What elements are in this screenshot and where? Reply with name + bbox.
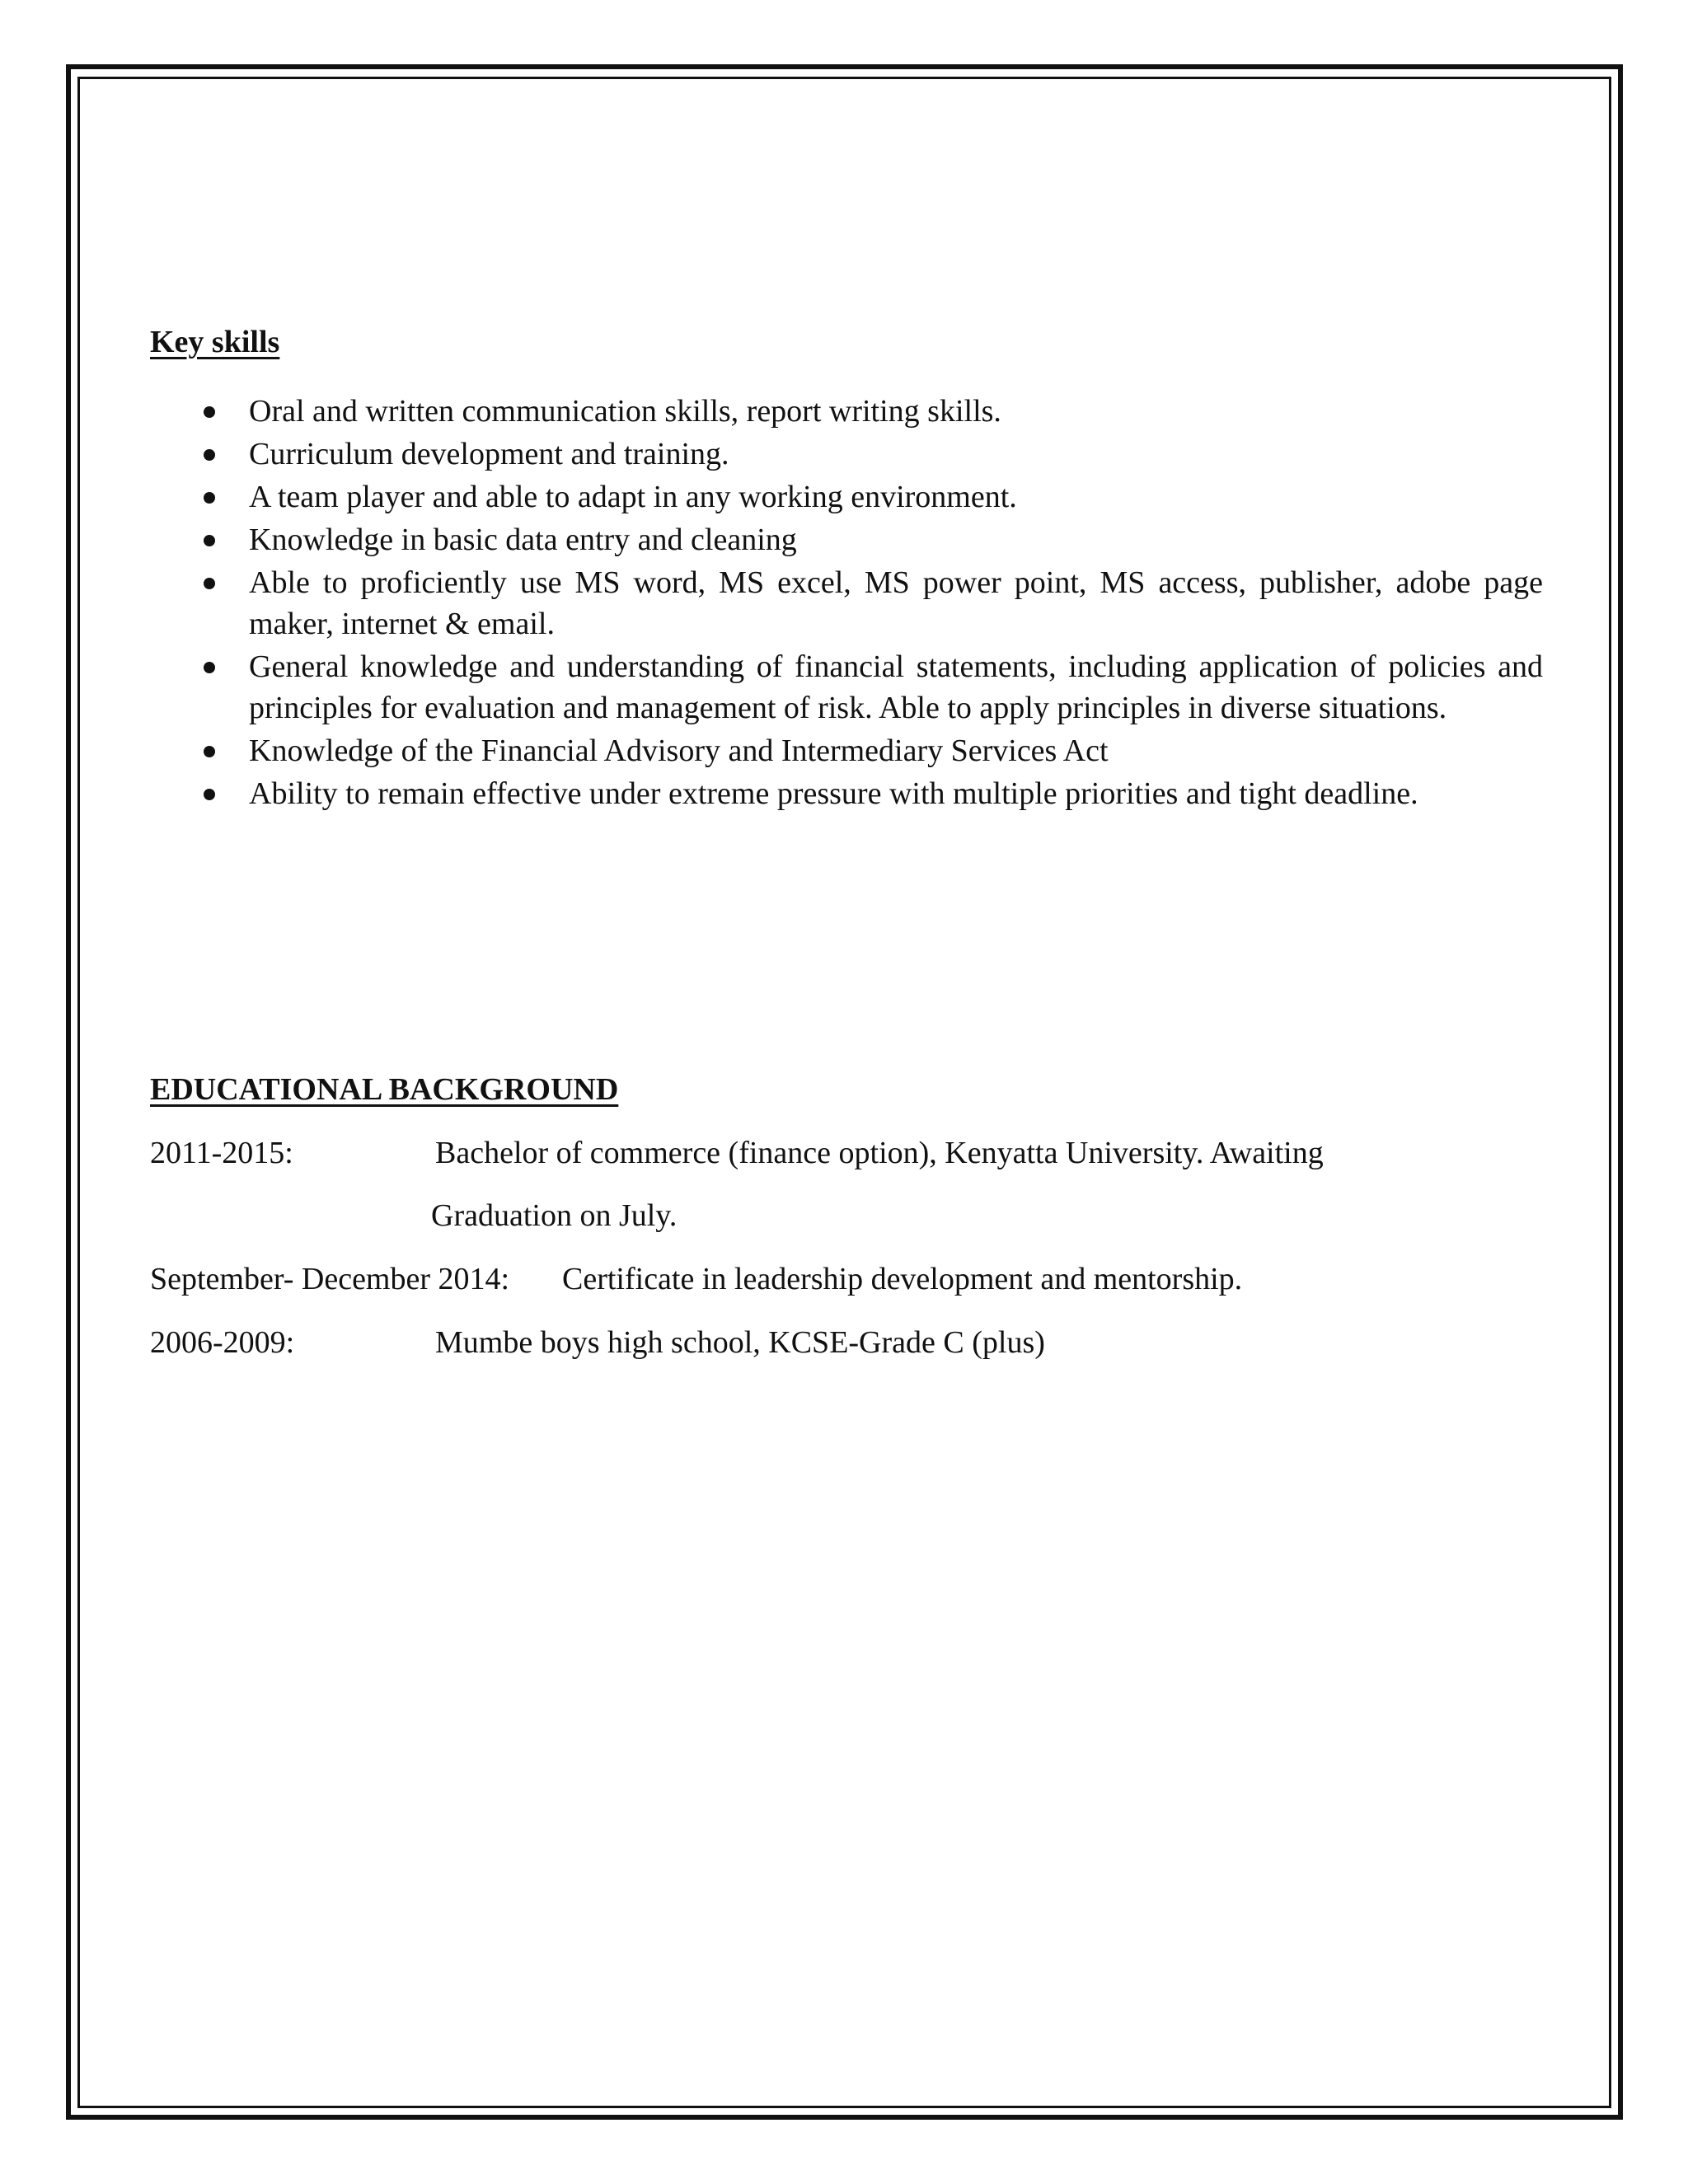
skill-text: General knowledge and understanding of financial statements, including application of policies and principles for evaluation and management of risk. Able to apply principles in diverse situations.: [249, 649, 1543, 725]
key-skills-list: [150, 391, 1543, 816]
bullet-icon: [204, 406, 215, 418]
education-description-continuation: Graduation on July.: [431, 1198, 678, 1233]
education-period: 2011-2015:: [150, 1136, 293, 1170]
skill-item: [150, 646, 1543, 729]
education-description: Mumbe boys high school, KCSE-Grade C (plus): [435, 1325, 1045, 1360]
skill-text: Ability to remain effective under extreme pressure with multiple priorities and tight deadline.: [249, 776, 1418, 811]
bullet-icon: [204, 789, 215, 800]
skill-text: A team player and able to adapt in any working environment.: [249, 480, 1017, 514]
skill-item: [150, 434, 1543, 475]
skill-text: Curriculum development and training.: [249, 437, 729, 471]
education-heading: EDUCATIONAL BACKGROUND: [150, 1072, 619, 1107]
education-period: September- December 2014:: [150, 1262, 510, 1296]
skill-item: [150, 562, 1543, 644]
skill-text: Knowledge in basic data entry and cleaning: [249, 523, 797, 557]
bullet-icon: [204, 578, 215, 589]
skill-text: Able to proficiently use MS word, MS excel, MS power point, MS access, publisher, adobe page maker, internet & email.: [249, 565, 1543, 641]
education-description: Bachelor of commerce (finance option), Kenyatta University. Awaiting: [435, 1136, 1324, 1170]
skill-item: [150, 476, 1543, 518]
skill-text: Knowledge of the Financial Advisory and Intermediary Services Act: [249, 733, 1109, 768]
skill-item: [150, 730, 1543, 771]
education-description: Certificate in leadership development and mentorship.: [562, 1262, 1243, 1296]
bullet-icon: [204, 662, 215, 673]
bullet-icon: [204, 535, 215, 546]
skill-item: [150, 773, 1543, 814]
skill-text: Oral and written communication skills, report writing skills.: [249, 394, 1001, 429]
bullet-icon: [204, 492, 215, 504]
key-skills-heading: Key skills: [150, 325, 280, 359]
bullet-icon: [204, 746, 215, 757]
skill-item: [150, 391, 1543, 432]
bullet-icon: [204, 449, 215, 461]
education-period: 2006-2009:: [150, 1325, 295, 1360]
skill-item: [150, 519, 1543, 560]
